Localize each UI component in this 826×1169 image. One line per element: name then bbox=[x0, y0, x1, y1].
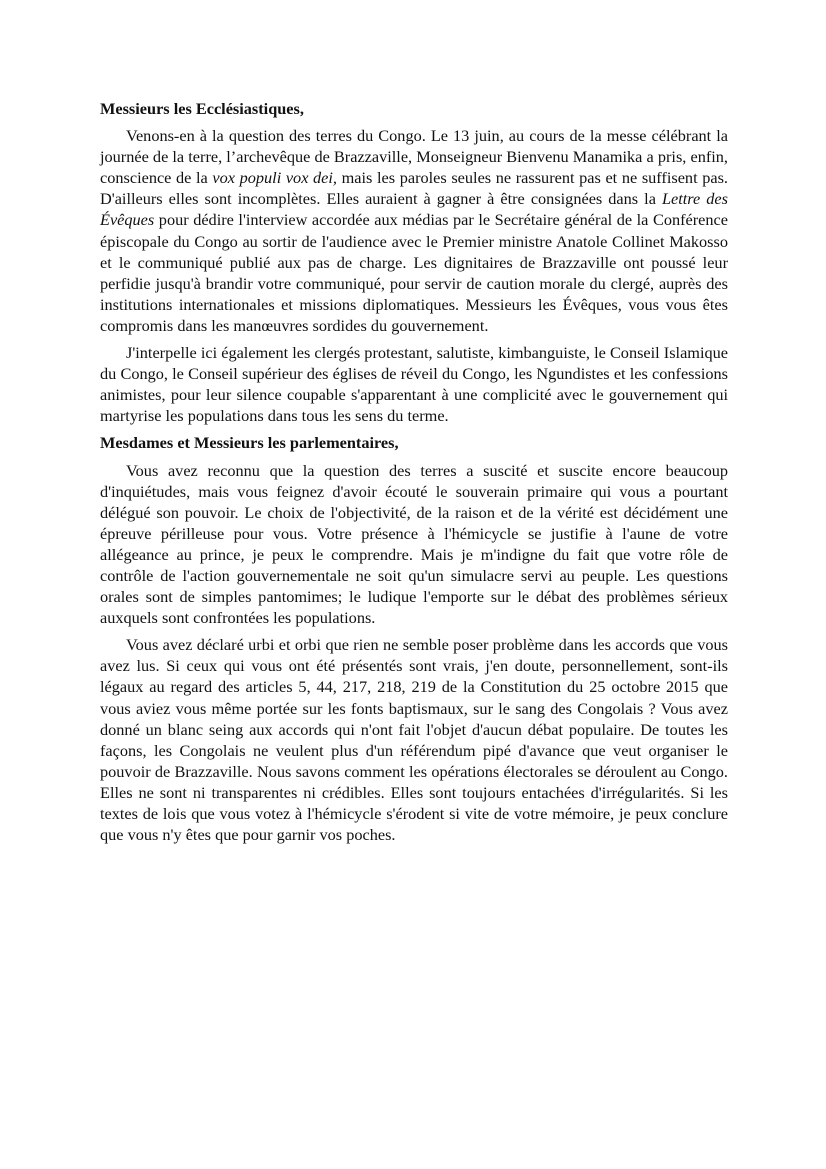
paragraph-inquietudes: Vous avez reconnu que la question des terres a suscité et suscite encore beaucoup d'inquiétudes, mais vous feignez d'avoir écouté le souverain primaire qui vous a pourtant délégué son pouvoir. Le choix de l'objectivité, de la raison et de la vérité est décidément une épreuve périlleuse pour vous. Votre présence à l'hémicycle se justifie à l'aune de votre allégeance au prince, je peux le comprendre. Mais je m'indigne du fait que votre rôle de contrôle de l'action gouvernementale ne soit qu'un simulacre servi au peuple. Les questions orales sont de simples pantomimes; le ludique l'emporte sur le débat des problèmes sérieux auxquels sont confrontées les populations. bbox=[100, 460, 728, 628]
paragraph-terres-congo bbox=[100, 125, 728, 336]
document-page bbox=[100, 98, 728, 851]
paragraph-text: pour dédire l'interview accordée aux médias par le Secrétaire général de la Conférence épiscopale du Congo au sortir de l'audience avec le Premier ministre Anatole Collinet Makosso et le communiqué publié aux pas de charge. Les dignitaires de Brazzaville ont poussé leur perfidie jusqu'à brandir votre communiqué, pour servir de caution morale du clergé, auprès des institutions internationales et missions diplomatiques. Messieurs les Évêques, vous vous êtes compromis dans les manœuvres sordides du gouvernement. bbox=[100, 210, 728, 335]
paragraph-text: mais les paroles seules ne rassurent pas et ne suffisent pas. D'ailleurs elles sont incomplètes. Elles auraient à gagner à être consignées dans la bbox=[100, 168, 728, 209]
paragraph-text: Venons-en à la question des terres du Congo. Le 13 juin, au cours de la messe célébrant la journée de la terre, l’archevêque de Brazzaville, Monseigneur Bienvenu Manamika a pris, enfin, conscience de la bbox=[100, 126, 728, 188]
italic-title-lettre-eveques: Lettre des Évêques bbox=[100, 189, 728, 230]
heading-parlementaires: Mesdames et Messieurs les parlementaires, bbox=[100, 433, 399, 453]
paragraph-clerges: J'interpelle ici également les clergés protestant, salutiste, kimbanguiste, le Conseil Islamique du Congo, le Conseil supérieur des églises de réveil du Congo, les Ngundistes et les confessions animistes, pour leur silence coupable s'apparentant à une complicité avec le gouvernement qui martyrise les populations dans tous les sens du terme. bbox=[100, 343, 728, 426]
italic-phrase-vox-populi: vox populi vox dei, bbox=[212, 168, 338, 188]
heading-ecclesiastiques: Messieurs les Ecclésiastiques, bbox=[100, 99, 304, 118]
paragraph-accords: Vous avez déclaré urbi et orbi que rien ne semble poser problème dans les accords que vous avez lus. Si ceux qui vous ont été présentés sont vrais, j'en doute, personnellement, sont-ils légaux au regard des articles 5, 44, 217, 218, 219 de la Constitution du 25 octobre 2015 que vous aviez vous même portée sur les fonts baptismaux, sur le sang des Congolais ? Vous avez donné un blanc seing aux accords qui n'ont fait l'objet d'aucun débat populaire. De toutes les façons, les Congolais ne veulent plus d'un référendum pipé d'avance que veut organiser le pouvoir de Brazzaville. Nous savons comment les opérations électorales se déroulent au Congo. Elles ne sont ni transparentes ni crédibles. Elles sont toujours entachées d'irrégularités. Si les textes de lois que vous votez à l'hémicycle s'érodent si vite de votre mémoire, je peux conclure que vous n'y êtes que pour garnir vos poches. bbox=[100, 635, 728, 845]
